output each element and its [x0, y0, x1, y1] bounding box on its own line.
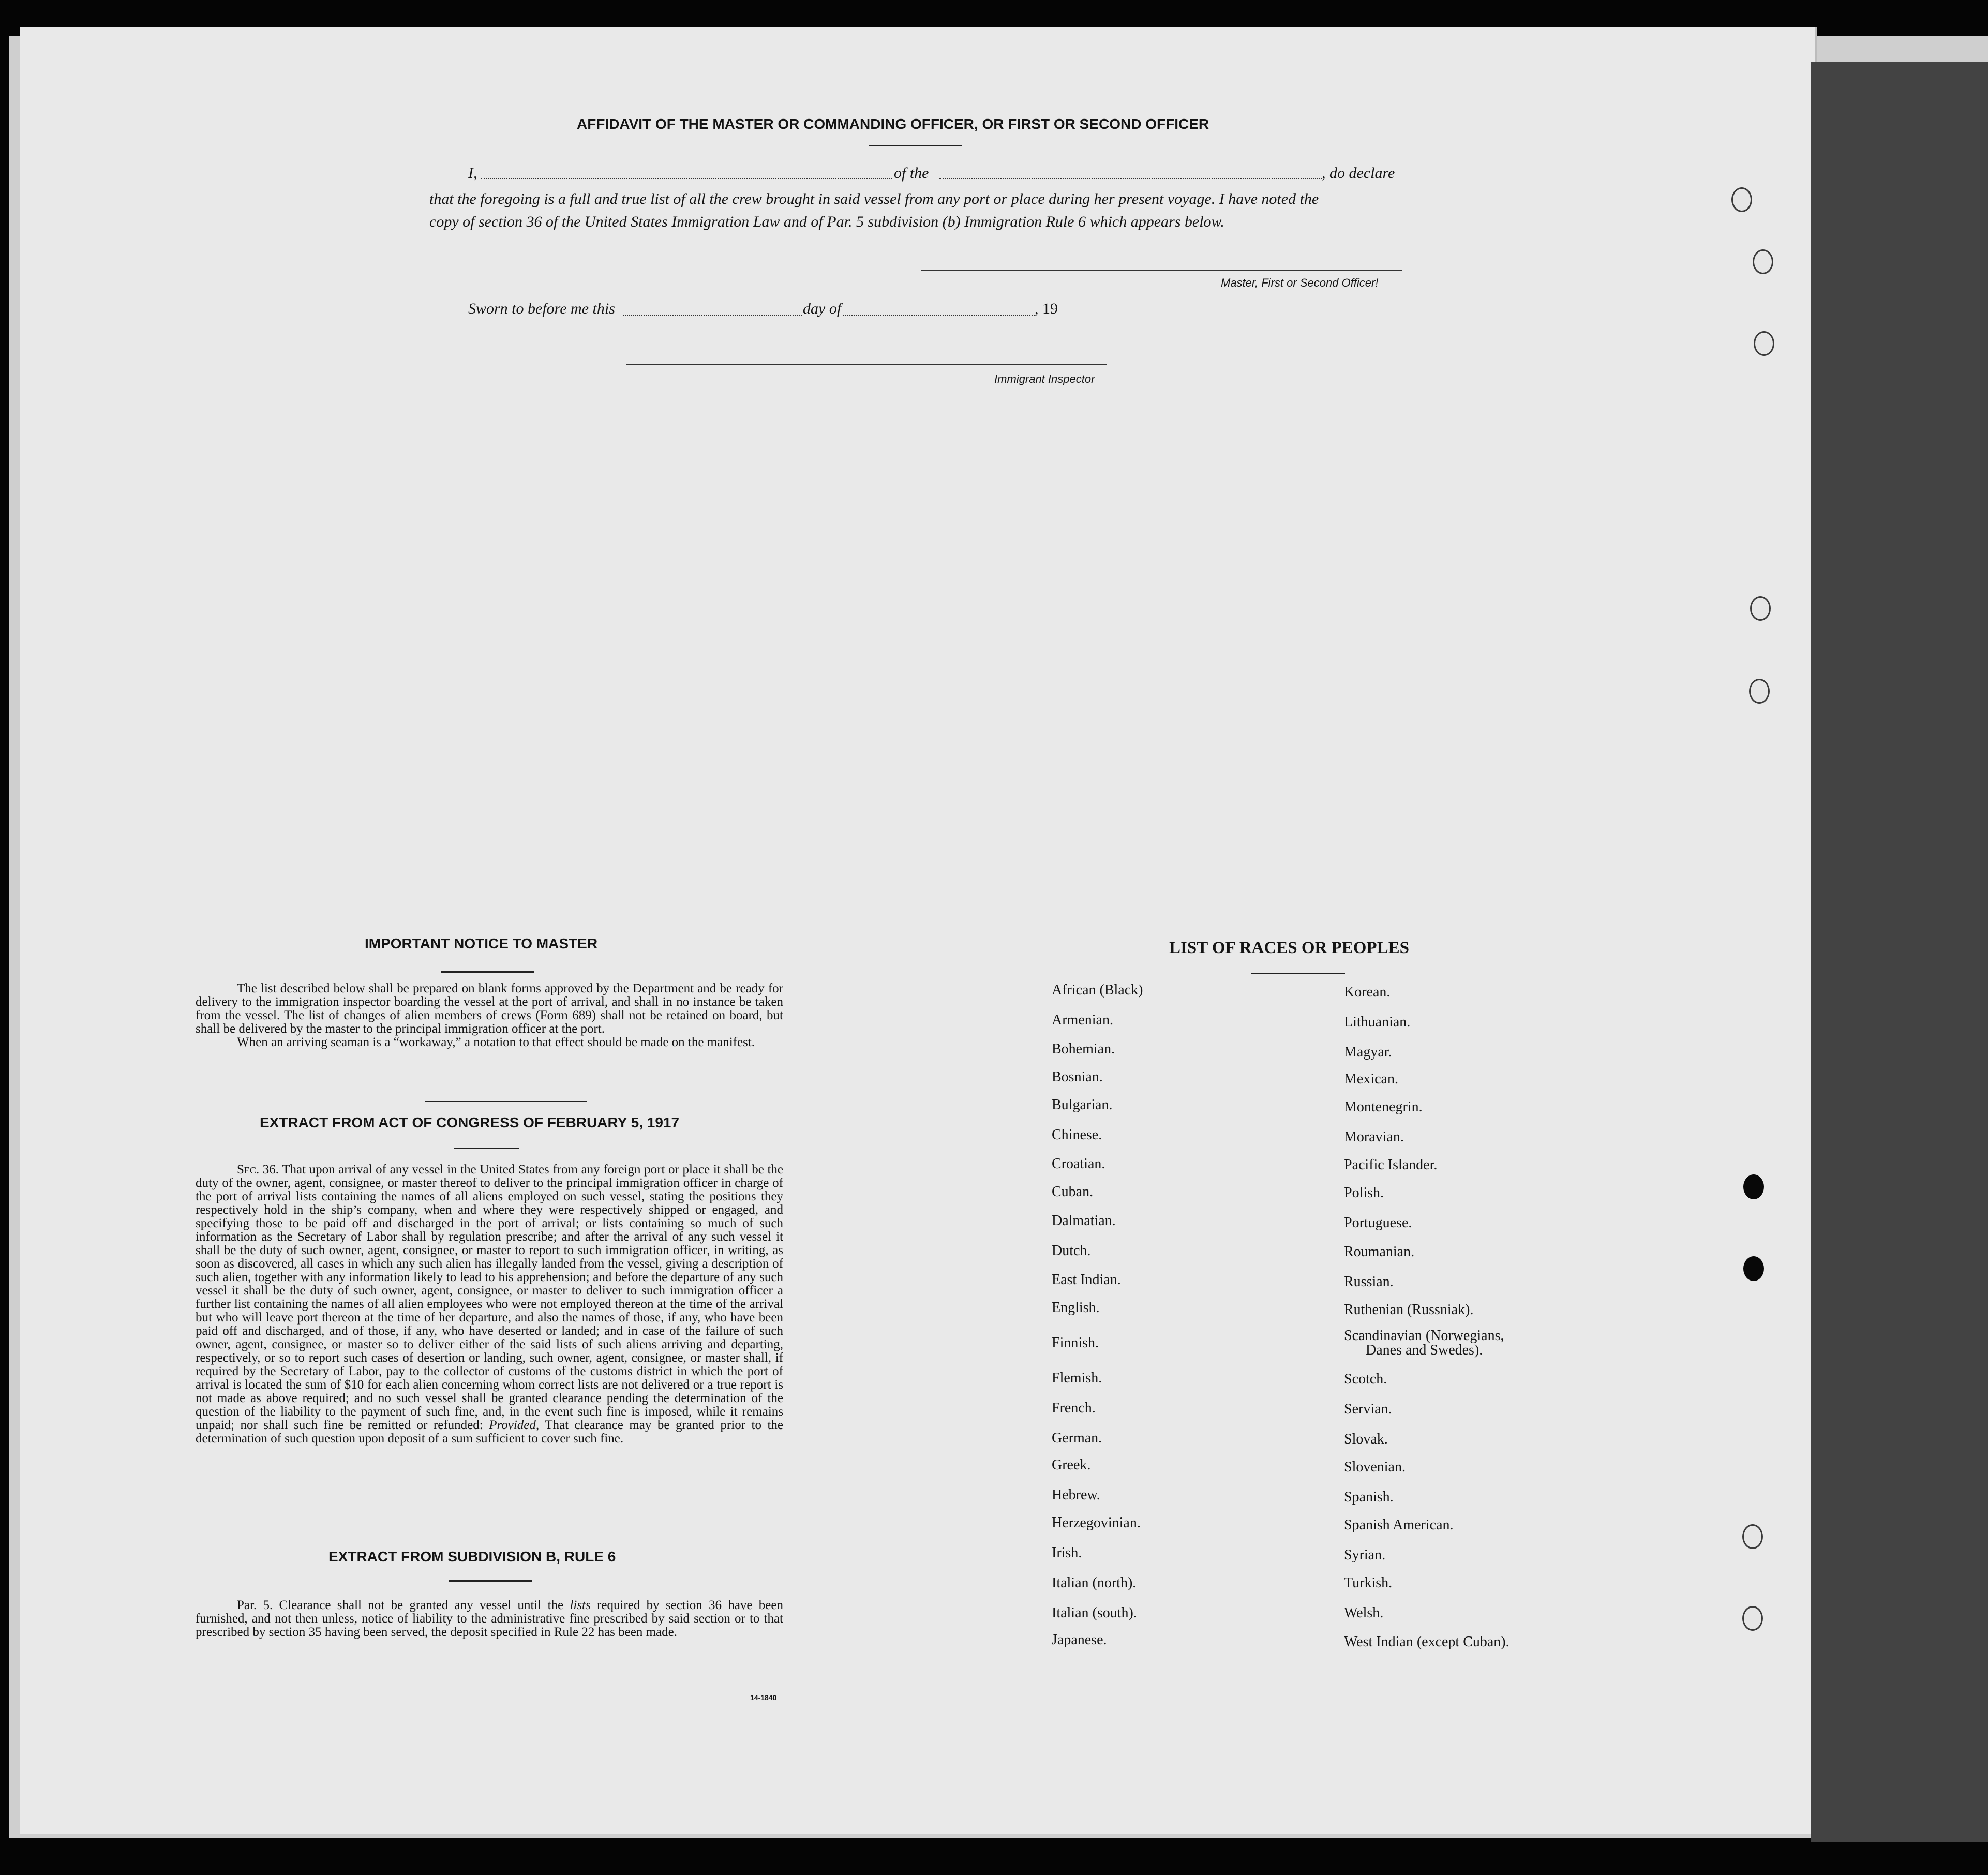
race-item: Lithuanian.	[1344, 1014, 1411, 1030]
race-item: Greek.	[1052, 1457, 1091, 1473]
race-item: Bohemian.	[1052, 1041, 1115, 1057]
binder-hole	[1742, 1524, 1763, 1549]
race-item: Italian (south).	[1052, 1605, 1137, 1621]
binder-hole	[1754, 331, 1774, 356]
race-item: East Indian.	[1052, 1272, 1121, 1288]
race-item: Croatian.	[1052, 1156, 1105, 1172]
sec-label: Sec. 36.	[237, 1163, 279, 1177]
race-item: Herzegovinian.	[1052, 1515, 1141, 1531]
race-item: Moravian.	[1344, 1129, 1404, 1145]
rule-title: EXTRACT FROM SUBDIVISION B, RULE 6	[328, 1549, 616, 1565]
sworn-text: Sworn to before me this	[468, 300, 615, 317]
binder-strip	[1811, 62, 1988, 1842]
race-item: Pacific Islander.	[1344, 1157, 1438, 1173]
races-title: LIST OF RACES OR PEOPLES	[1169, 939, 1409, 957]
document-page	[20, 27, 1817, 1834]
notice-paragraph-1: The list described below shall be prepared on blank forms approved by the Department and be ready for delivery to the immigration inspector boarding the vessel at the port of arrival, and shall in no instance be taken from the vessel. The list of changes of alien members of crews (Form 689) shall not be retained on board, but shall be delivered by the master to the principal immigration officer at the port.	[196, 981, 783, 1036]
affidavit-line-2: that the foregoing is a full and true list of all the crew brought in said vessel from any port or place during her present voyage. I have noted the	[429, 190, 1319, 207]
act-section-36	[196, 1163, 783, 1446]
race-item: Roumanian.	[1344, 1244, 1415, 1260]
race-item: Russian.	[1344, 1274, 1394, 1290]
inspector-signature-line	[626, 364, 1107, 365]
name-blank	[481, 177, 892, 179]
race-item: Turkish.	[1344, 1575, 1393, 1591]
race-item: Servian.	[1344, 1401, 1392, 1417]
act-underline	[454, 1148, 519, 1149]
master-signature-line	[921, 270, 1402, 271]
race-item: Dalmatian.	[1052, 1213, 1116, 1229]
race-item: Mexican.	[1344, 1071, 1398, 1087]
notice-underline	[441, 971, 534, 973]
lists-word: lists	[570, 1598, 591, 1612]
vessel-blank	[939, 177, 1322, 179]
race-item: Chinese.	[1052, 1127, 1102, 1143]
races-underline	[1251, 973, 1345, 974]
binder-hole	[1742, 1606, 1763, 1631]
race-item: Danes and Swedes).	[1366, 1342, 1483, 1358]
act-title: EXTRACT FROM ACT OF CONGRESS OF FEBRUARY 5, 1917	[260, 1114, 680, 1130]
race-item: Dutch.	[1052, 1243, 1091, 1259]
race-item: West Indian (except Cuban).	[1344, 1634, 1509, 1650]
sworn-month-blank	[843, 314, 1035, 316]
sworn-year: , 19	[1035, 300, 1058, 317]
binder-hole	[1750, 596, 1771, 621]
race-item: Magyar.	[1344, 1044, 1392, 1060]
race-item: Armenian.	[1052, 1012, 1113, 1028]
section-divider	[425, 1101, 587, 1102]
race-item: Finnish.	[1052, 1335, 1099, 1351]
affidavit-i: I,	[468, 165, 477, 182]
rule-paragraph: Par. 5. Clearance shall not be granted any vessel until the lists required by section 36 have been furnished, and not then unless, notice of liability to the administrative fine prescribed by said section or to that prescribed by section 35 having been served, the deposit specified in Rule 22 has been made.	[196, 1598, 783, 1639]
binder-hole	[1753, 249, 1773, 274]
race-item: Japanese.	[1052, 1632, 1107, 1648]
race-item: Bosnian.	[1052, 1069, 1103, 1085]
race-item: Spanish.	[1344, 1489, 1394, 1505]
affidavit-line-3: copy of section 36 of the United States Immigration Law and of Par. 5 subdivision (b) Immigration Rule 6 which appears below.	[429, 213, 1224, 230]
race-item: Syrian.	[1344, 1547, 1386, 1563]
race-item: Bulgarian.	[1052, 1097, 1113, 1113]
notice-paragraph-2: When an arriving seaman is a “workaway,” a notation to that effect should be made on the manifest.	[237, 1035, 755, 1049]
notice-text	[196, 982, 783, 1049]
sworn-day-blank	[623, 314, 802, 316]
race-item: Cuban.	[1052, 1184, 1094, 1200]
affidavit-do-declare: , do declare	[1322, 165, 1395, 182]
provided-word: Provided,	[489, 1418, 540, 1432]
sec-text: That upon arrival of any vessel in the United States from any foreign port or place it shall be the duty of the owner, agent, consignee, or master thereof to deliver to the principal immigration officer in charge of the port of arrival lists containing the names of all aliens employed on such vessel, stating the positions they respectively hold in the ship’s company, when and where they were respectively shipped or engaged, and specifying those to be paid off and discharged in the port of arrival; or lists containing so much of such information as the Secretary of Labor shall by regulation prescribe; and after the arrival of any such vessel it shall be the duty of such owner, agent, consignee, or master to report to such immigration officer, in writing, as soon as discovered, all cases in which any such alien has illegally landed from the vessel, giving a description of such alien, together with any information likely to lead to his apprehension; and before the departure of any such vessel it shall be the duty of such owner, agent, consignee, or master to deliver to such immigration officer a further list containing the names of all alien employees who were not employed thereon at the time of the arrival but who will leave port thereon at the time of her departure, and also the names of those, if any, who have been paid off and discharged, and of those, if any, who have deserted or landed; and in case of the failure of such owner, agent, consignee, or master so to deliver either of the said lists of such aliens arriving and departing, respectively, or so to report such cases of desertion or landing, such owner, agent, consignee, or master shall, if required by the Secretary of Labor, pay to the collector of customs of the customs district in which the port of arrival is located the sum of $10 for each alien concerning whom correct lists are not delivered or a true report is not made as above required; and no such vessel shall be granted clearance pending the determination of the question of the liability to the payment of such fine, and, in the event such fine is imposed, while it remains unpaid; nor shall such fine be remitted or refunded:	[196, 1163, 783, 1432]
race-item: African (Black)	[1052, 982, 1143, 998]
rule-underline	[449, 1580, 532, 1582]
title-underline	[869, 145, 962, 146]
inspector-label: Immigrant Inspector	[994, 373, 1095, 385]
race-item: Scandinavian (Norwegians,	[1344, 1328, 1504, 1344]
race-item: Hebrew.	[1052, 1487, 1100, 1503]
sworn-day-of: day of	[803, 300, 842, 317]
race-item: English.	[1052, 1300, 1100, 1316]
binder-hole	[1743, 1256, 1764, 1281]
master-signature-label: Master, First or Second Officer!	[1221, 276, 1379, 289]
form-number: 14-1840	[750, 1693, 777, 1702]
provided-text: That clearance may be granted prior to the determination of such question upon deposit of a sum sufficient to cover such fine.	[196, 1418, 783, 1446]
race-item: Flemish.	[1052, 1370, 1102, 1386]
race-item: Welsh.	[1344, 1605, 1384, 1621]
race-item: Slovak.	[1344, 1431, 1388, 1447]
affidavit-of-the: of the	[894, 165, 929, 182]
notice-title: IMPORTANT NOTICE TO MASTER	[365, 935, 598, 951]
rule-text	[196, 1599, 783, 1639]
race-item: Korean.	[1344, 984, 1391, 1000]
binder-hole	[1743, 1174, 1764, 1199]
affidavit-title: AFFIDAVIT OF THE MASTER OR COMMANDING OFFICER, OR FIRST OR SECOND OFFICER	[577, 116, 1209, 132]
race-item: Polish.	[1344, 1185, 1384, 1201]
binder-hole	[1749, 679, 1770, 704]
race-item: German.	[1052, 1430, 1102, 1446]
affidavit-line-1	[468, 165, 477, 182]
binder-hole	[1731, 187, 1752, 212]
race-item: Slovenian.	[1344, 1459, 1406, 1475]
race-item: Irish.	[1052, 1545, 1082, 1561]
race-item: Italian (north).	[1052, 1575, 1137, 1591]
race-item: French.	[1052, 1400, 1096, 1416]
race-item: Montenegrin.	[1344, 1099, 1423, 1115]
race-item: Spanish American.	[1344, 1517, 1454, 1533]
race-item: Ruthenian (Russniak).	[1344, 1302, 1474, 1318]
race-item: Portuguese.	[1344, 1215, 1412, 1231]
act-text	[196, 1163, 783, 1446]
race-item: Scotch.	[1344, 1371, 1387, 1387]
